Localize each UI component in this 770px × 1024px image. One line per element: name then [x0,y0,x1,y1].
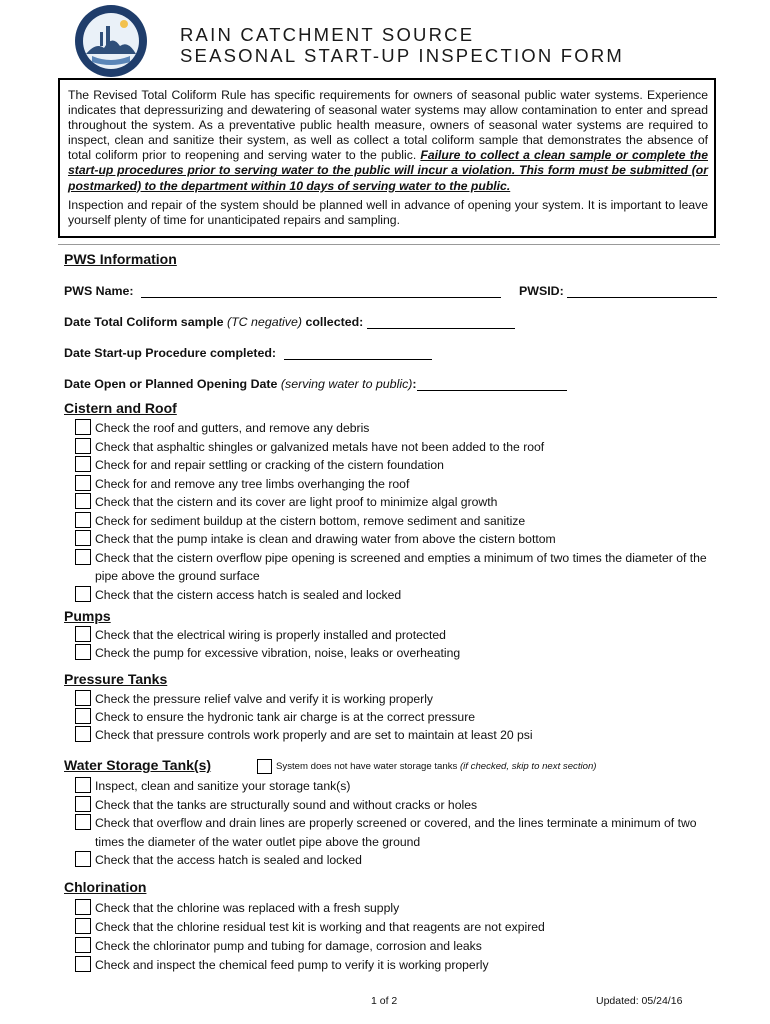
pws-name-label: PWS Name: [64,284,134,298]
startup-date-field[interactable] [64,346,432,360]
violation-warning: Failure to collect a clean sample or complete the start-up procedures prior to serving water to the public will incur a violation. This form must be submitted (or postmarked) to the department within 10 days of serving water to the public. [68,148,708,193]
checkbox[interactable] [75,777,91,793]
checklist-item[interactable] [75,549,725,586]
checklist-item[interactable] [75,438,725,457]
checklist-item-label: Check that the pump intake is clean and drawing water from above the cistern bottom [95,532,556,546]
form-title [180,24,624,66]
checklist-item[interactable] [75,493,725,512]
checklist-item[interactable] [75,419,725,438]
opening-date-field[interactable] [64,377,567,391]
checklist-item[interactable] [75,530,725,549]
startup-date-line[interactable] [284,347,432,360]
checklist-item-label: Check that the tanks are structurally sound and without cracks or holes [95,797,478,812]
checkbox[interactable] [75,530,91,546]
checklist-item[interactable] [75,626,725,645]
opening-date-line[interactable] [417,378,567,391]
intro-box [58,78,716,238]
form-title-line2: SEASONAL START-UP INSPECTION FORM [180,45,625,66]
checklist-item[interactable] [75,796,725,815]
checklist-item-label: Check to ensure the hydronic tank air charge is at the correct pressure [95,710,476,724]
checklist-item-label: Check the roof and gutters, and remove any debris [95,421,370,435]
checklist-item-label: Check that the cistern and its cover are light proof to minimize algal growth [95,495,498,509]
checkbox[interactable] [75,956,91,972]
checklist-item-label: Check the pump for excessive vibration, noise, leaks or overheating [95,646,461,660]
checkbox[interactable] [75,708,91,724]
page-number: 1 of 2 [371,995,398,1007]
department-seal-logo [74,4,148,78]
checklist-item[interactable] [75,690,725,709]
checklist-item-label: Check that the electrical wiring is properly installed and protected [95,628,446,642]
updated-date: Updated: 05/24/16 [596,995,683,1007]
checklist-item-label: Check that pressure controls work properly and are set to maintain at least 20 psi [95,728,533,742]
opening-label: Date Open or Planned Opening Date [64,377,281,391]
opening-label-end: : [412,377,417,391]
chlorination-heading: Chlorination [64,879,147,895]
checkbox[interactable] [75,851,91,867]
checkbox[interactable] [75,419,91,435]
tc-label-note: (TC negative) [226,315,303,329]
checklist-item-label: Check that the access hatch is sealed and locked [95,853,362,867]
checkbox[interactable] [75,549,91,565]
startup-label: Date Start-up Procedure completed: [64,346,277,360]
intro-paragraph-1 [68,88,708,194]
checkbox[interactable] [75,586,91,602]
checkbox[interactable] [75,644,91,660]
checkbox[interactable] [75,690,91,706]
tc-sample-date-line[interactable] [367,316,515,329]
intro-text: The Revised Total Coliform Rule has specific requirements for owners of seasonal public water systems. Experience indicates that depressurizing and dewatering of seasonal water systems may allow contamination to enter and spread throughout the system. As a preventative public health measure, owners of seasonal water systems are required to inspect, clean and sanitize their system, as well as collect a total coliform sample that demonstrates the absence of total coliform prior to reopening and serving water to the public. [68,88,708,163]
checkbox[interactable] [75,814,91,830]
checklist-item-label: Check that the cistern overflow pipe opening is screened and empties a minimum of two times the diameter of the pipe above the ground surface [95,550,707,583]
checklist-item-label: Check that the chlorine was replaced with a fresh supply [95,901,400,915]
checklist-item-label: Check that overflow and drain lines are properly screened or covered, and the lines terminate a minimum of two times the diameter of the water outlet pipe above the ground [95,816,697,849]
pws-name-line[interactable] [141,285,501,298]
skip-note: (if checked, skip to next section) [459,761,597,773]
checkbox[interactable] [75,456,91,472]
form-title-line1: RAIN CATCHMENT SOURCE [180,24,475,45]
tc-label: Date Total Coliform sample [64,315,227,329]
checklist-item-label: Check the chlorinator pump and tubing for damage, corrosion and leaks [95,939,482,953]
checklist-item-label: Check and inspect the chemical feed pump to verify it is working properly [95,958,489,972]
checklist-item[interactable] [75,512,725,531]
section-divider [58,244,720,245]
intro-paragraph-2: Inspection and repair of the system should be planned well in advance of opening your system. It is important to leave yourself plenty of time for unanticipated repairs and sampling. [68,197,708,227]
checklist-item[interactable] [75,726,725,745]
checklist-item[interactable] [75,586,725,605]
checklist-item[interactable] [75,708,725,727]
cistern-roof-heading: Cistern and Roof [64,400,177,416]
checklist-item-label: Inspect, clean and sanitize your storage tank(s) [95,779,351,793]
no-storage-tanks-label: System does not have water storage tanks [276,761,460,773]
opening-label-note: (serving water to public) [280,377,413,391]
checklist-item[interactable] [75,456,725,475]
checklist-item-label: Check that the chlorine residual test kit is working and that reagents are not expired [95,920,545,934]
checklist-item-label: Check that the cistern access hatch is sealed and locked [95,588,402,602]
checklist-item[interactable] [75,918,725,937]
checkbox[interactable] [75,918,91,934]
checkbox[interactable] [75,626,91,642]
no-storage-tanks-option[interactable] [257,759,597,774]
checkbox[interactable] [75,899,91,915]
checkbox[interactable] [75,438,91,454]
pwsid-label: PWSID: [519,284,564,298]
pwsid-field[interactable] [519,284,717,298]
checklist-item-label: Check for and remove any tree limbs overhanging the roof [95,476,410,491]
checklist-item-label: Check for and repair settling or cracking of the cistern foundation [95,458,444,472]
checklist-item[interactable] [75,777,725,796]
pws-name-field[interactable] [64,284,501,298]
checklist-item[interactable] [75,814,725,851]
tc-sample-date-field[interactable] [64,315,515,329]
water-storage-heading: Water Storage Tank(s) [64,757,212,773]
pws-info-heading: PWS Information [64,251,177,267]
checklist-item-label: Check the pressure relief valve and verify it is working properly [95,692,434,706]
checklist-item-label: Check for sediment buildup at the cistern bottom, remove sediment and sanitize [95,513,526,528]
pressure-tanks-heading: Pressure Tanks [64,671,168,687]
checklist-item[interactable] [75,899,725,918]
checklist-item[interactable] [75,851,725,870]
no-storage-tanks-checkbox[interactable] [257,759,272,774]
checkbox[interactable] [75,796,91,812]
checkbox[interactable] [75,493,91,509]
checkbox[interactable] [75,512,91,528]
checkbox[interactable] [75,937,91,953]
pwsid-line[interactable] [567,285,717,298]
checklist-item[interactable] [75,956,725,975]
pumps-heading: Pumps [64,608,111,624]
tc-label-end: collected: [302,315,364,329]
checklist-item[interactable] [75,937,725,956]
checklist-item[interactable] [75,475,725,494]
checklist-item[interactable] [75,644,725,663]
checklist-item-label: Check that asphaltic shingles or galvanized metals have not been added to the roof [95,439,545,454]
checkbox[interactable] [75,475,91,491]
checkbox[interactable] [75,726,91,742]
